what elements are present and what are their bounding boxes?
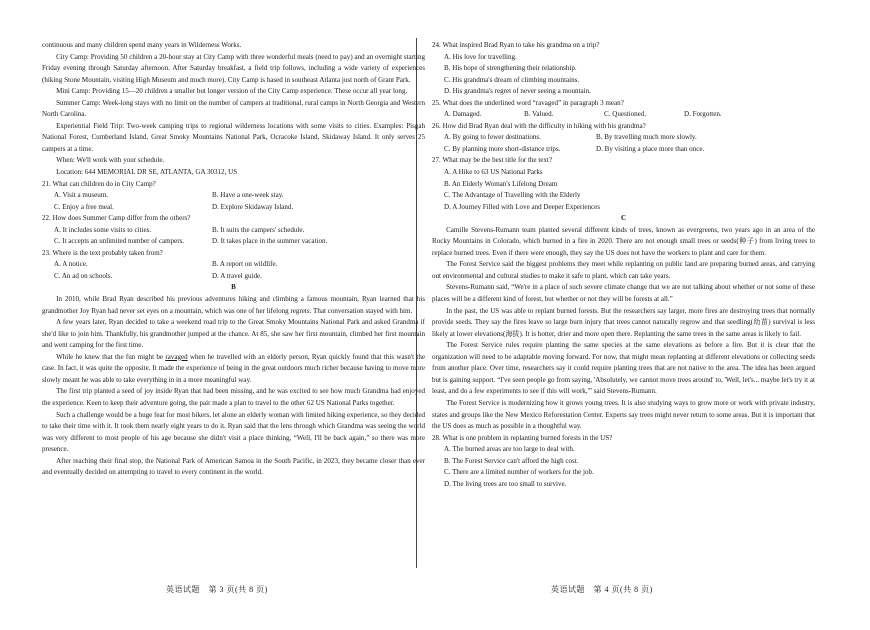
option-a: A. His love for travelling.: [444, 52, 517, 61]
option-c: C. There are a limited number of workers for the job.: [444, 468, 594, 477]
option-a: A. It includes some visits to cities.: [54, 225, 152, 234]
option-b: B. His hope of strengthening their relationship.: [444, 64, 577, 73]
option-a: A. By going to fewer destinations.: [444, 133, 541, 142]
question-stem: 24. What inspired Brad Ryan to take his grandma on a trip?: [432, 41, 600, 49]
question-25: [432, 98, 815, 121]
option-row: [54, 202, 425, 214]
option-d: D. His grandma's regret of never seeing a mountain.: [444, 87, 591, 96]
option-a: A. A Hike to 63 US National Parks: [444, 168, 543, 177]
section-c-heading: C: [620, 214, 627, 223]
option-row: [444, 109, 815, 121]
passage-b-paragraph-5: Such a challenge would be a huge feat for most bikers, let alone an elderly woman with limited hiking experience, so they decided to take their time with it. It took them nearly eight years to do it. Ryan said that the lens through which Grandma was seeing the world was very different to most people of his age because she didn't visit a place thinking, “Well, I'll be back again,” so there was more presence.: [42, 410, 425, 454]
question-22: [42, 213, 425, 248]
option-a: A. A notice.: [54, 260, 88, 269]
option-row: [54, 190, 425, 202]
passage-b-paragraph-1: In 2010, while Brad Ryan described his previous adventures hiking and climbing a famous mountain, Ryan learned that his grandmother Joy Ryan had never set eyes on a mountain, which was one of her lifelong regrets. That conversation stayed with him.: [42, 295, 425, 315]
option-row: [54, 271, 425, 283]
option-a: A. Visit a museum.: [54, 191, 109, 200]
field-trip-paragraph: Experiential Field Trip: Two-week camping trips to regional wilderness locations with some visits to cities. Examples: Pisgah National Forest, Cumberland Island, Great Smoky Mountains National Park, Ocracoke Island, Skidaway Island. It only serves 25 campers at a time.: [42, 121, 425, 153]
option-c: C. Enjoy a free meal.: [54, 202, 114, 211]
option-c: C. By planning more short-distance trips.: [444, 144, 561, 153]
mini-camp-paragraph: Mini Camp: Providing 15—20 children a smaller but longer version of the City Camp experience. These occur all year long.: [56, 87, 408, 96]
option-d: D. A travel guide.: [212, 271, 262, 280]
question-27: [432, 155, 815, 213]
city-camp-paragraph: City Camp: Providing 50 children a 20-hour stay at City Camp with three wonderful meals (need to pay) and an overnight starting Friday evening through Saturday afternoon. After Saturday breakfast, a field trip follows, including a wide variety of experiences (hiking Stone Mountain, visiting High Museum and much more). City Camp is based in southeast Atlanta just north of Grant Park.: [42, 52, 425, 84]
option-row: [54, 225, 425, 237]
passage-a-tail: continuous and many children spend many years in Wilderness Works.: [42, 41, 242, 49]
passage-c-paragraph-3: Stevens-Rumann said, “We're in a place of such severe climate change that we are not talking about whether or not some of these places will be a different kind of forest, but whether or not they will be forests at all.”: [432, 283, 815, 304]
option-b: B. It suits the campers' schedule.: [212, 225, 305, 234]
question-26: [432, 121, 815, 156]
when-line: When: We'll work with your schedule.: [56, 156, 165, 165]
passage-b-paragraph-2: A few years later, Ryan decided to take a weekend road trip to the Great Smoky Mountains National Park and asked Grandma if she'd like to join him. Thankfully, his grandmother jumped at the chance. At 85, she saw her first mountain, climbed her first mountain and went camping for the first time.: [42, 318, 425, 350]
option-row: [54, 259, 425, 271]
question-stem: 27. What may be the best title for the text?: [432, 156, 553, 165]
passage-c-paragraph-4: In the past, the US was able to replant burned forests. But the researchers say larger, more fires are destroying trees that normally provide seeds. They say the fires leave so large burn injury that trees cannot naturally regrow and that seedling(幼苗) survival is less likely at lower elevations(海拔). It is hotter, drier and more open there. Replanting the same trees in the same areas is likely to fail.: [432, 306, 815, 338]
option-row: [444, 144, 815, 156]
passage-c-paragraph-5: The Forest Service rules require planting the same species at the same elevations as before a fire. But it is clear that the organization will need to be adaptable moving forward. For now, that might mean replanting at different elevations or collecting seeds from another place. Over time, researchers say it could require planting trees that are not native to the area. The idea has been argued but is gaining support. “I've seen people go from saying, 'Absolutely, we cannot move trees around' to, 'Well, let's... maybe let's try it at least, and do a few experiments to see if this will work,'” said Stevens-Rumann.: [432, 341, 815, 396]
question-23: [42, 248, 425, 283]
option-d: D. Explore Skidaway Island.: [212, 202, 294, 211]
option-d: D. By visiting a place more than once.: [596, 144, 705, 153]
paragraph-text-start: While he knew that the fun might be: [56, 352, 166, 361]
page-3-footer: 英语试题 第 3 页(共 8 页): [166, 585, 268, 594]
summer-camp-paragraph: Summer Camp: Week-long stays with no limit on the number of campers at traditional, rural camps in North Georgia and Western North Carolina.: [42, 98, 425, 119]
page-4-footer: 英语试题 第 4 页(共 8 页): [551, 585, 653, 594]
question-stem: 26. How did Brad Ryan deal with the difficulty in hiking with his grandma?: [432, 121, 646, 130]
option-b: B. A report on wildlife.: [212, 260, 278, 269]
question-stem: 25. What does the underlined word “ravaged” in paragraph 3 mean?: [432, 98, 624, 107]
underlined-word-ravaged: ravaged: [165, 352, 188, 361]
option-b: B. The Forest Service can't afford the high cost.: [444, 456, 579, 465]
page-4-column: [432, 40, 815, 490]
passage-c-paragraph-2: The Forest Service said the biggest problems they meet while replanting on public land are preparing burned areas, and carrying out environmental and cultural studies to make it safe to plant, which can take years.: [432, 260, 815, 280]
option-c: C. It accepts an unlimited number of campers.: [54, 237, 185, 246]
option-a: A. The burned areas are too large to deal with.: [444, 445, 575, 454]
option-b: B. Valued.: [524, 110, 554, 119]
option-b: B. Have a one-week stay.: [212, 191, 284, 200]
paragraph-text-end: when he travelled with an elderly person, Ryan quickly found that this wasn't the case. In fact, it was quite the opposite. It made the experience of being in the great outdoors much richer because having to move more slowly meant he was able to take everything in in a more meaningful way.: [42, 352, 425, 384]
option-d: D. Forgotten.: [684, 110, 722, 119]
passage-b-paragraph-4: The first trip planted a seed of joy inside Ryan that had been missing, and he was excited to see how much Grandma had enjoyed the experience. Keen to keep their adventure going, the pair made a plan to travel to the other 62 US National Parks together.: [42, 387, 425, 407]
option-c: C. An ad on schools.: [54, 271, 113, 280]
question-stem: 23. Where is the text probably taken from?: [42, 248, 163, 257]
question-stem: 28. What is one problem in replanting burned forests in the US?: [432, 433, 613, 442]
section-b-heading: B: [231, 283, 236, 292]
option-row: [444, 132, 815, 144]
question-stem: 22. How does Summer Camp differ from the others?: [42, 214, 191, 223]
option-a: A. Damaged.: [444, 110, 482, 119]
question-28: [432, 433, 815, 491]
option-d: D. It takes place in the summer vacation.: [212, 237, 328, 246]
option-c: C. His grandma's dream of climbing mountains.: [444, 75, 580, 84]
passage-c-paragraph-6: The Forest Service is modernizing how it grows young trees. It is also studying ways to grow more or work with private industry, states and groups like the New Mexico Reforestation Center. Experts say trees might never return to some areas. But it is important that the US does as much as possible in a thoughtful way.: [432, 398, 815, 431]
option-b: B. An Elderly Woman's Lifelong Dream: [444, 179, 558, 188]
question-24: [432, 40, 815, 98]
location-line: Location: 644 MEMORIAL DR SE, ATLANTA, GA 30312, US: [56, 168, 238, 177]
question-stem: 21. What can children do in City Camp?: [42, 179, 156, 188]
passage-b-paragraph-6: After reaching their final stop, the National Park of American Samoa in the South Pacific, in 2023, they became closer than ever and eventually decided on attempting to travel to every continent in the world.: [42, 456, 425, 477]
option-c: C. The Advantage of Travelling with the Elderly: [444, 191, 581, 200]
option-row: [54, 236, 425, 248]
option-d: D. A Journey Filled with Love and Deeper Experiences: [444, 202, 600, 211]
passage-b-paragraph-3: [42, 352, 425, 387]
option-c: C. Questioned.: [604, 110, 647, 119]
passage-c-paragraph-1: Camille Stevens-Rumann team planted several different kinds of trees, known as evergreens, two years ago in an area of the Rocky Mountains in Colorado, which burned in a fire in 2020. There are not enough small trees or seeds(种子) from living trees to replace burned trees. Even if there were enough, they say the US does not have the workers to plant and care for them.: [432, 225, 815, 257]
option-b: B. By travelling much more slowly.: [596, 133, 697, 142]
question-21: [42, 179, 425, 214]
option-d: D. The living trees are too small to survive.: [444, 479, 567, 488]
page-3-column: [42, 40, 425, 479]
